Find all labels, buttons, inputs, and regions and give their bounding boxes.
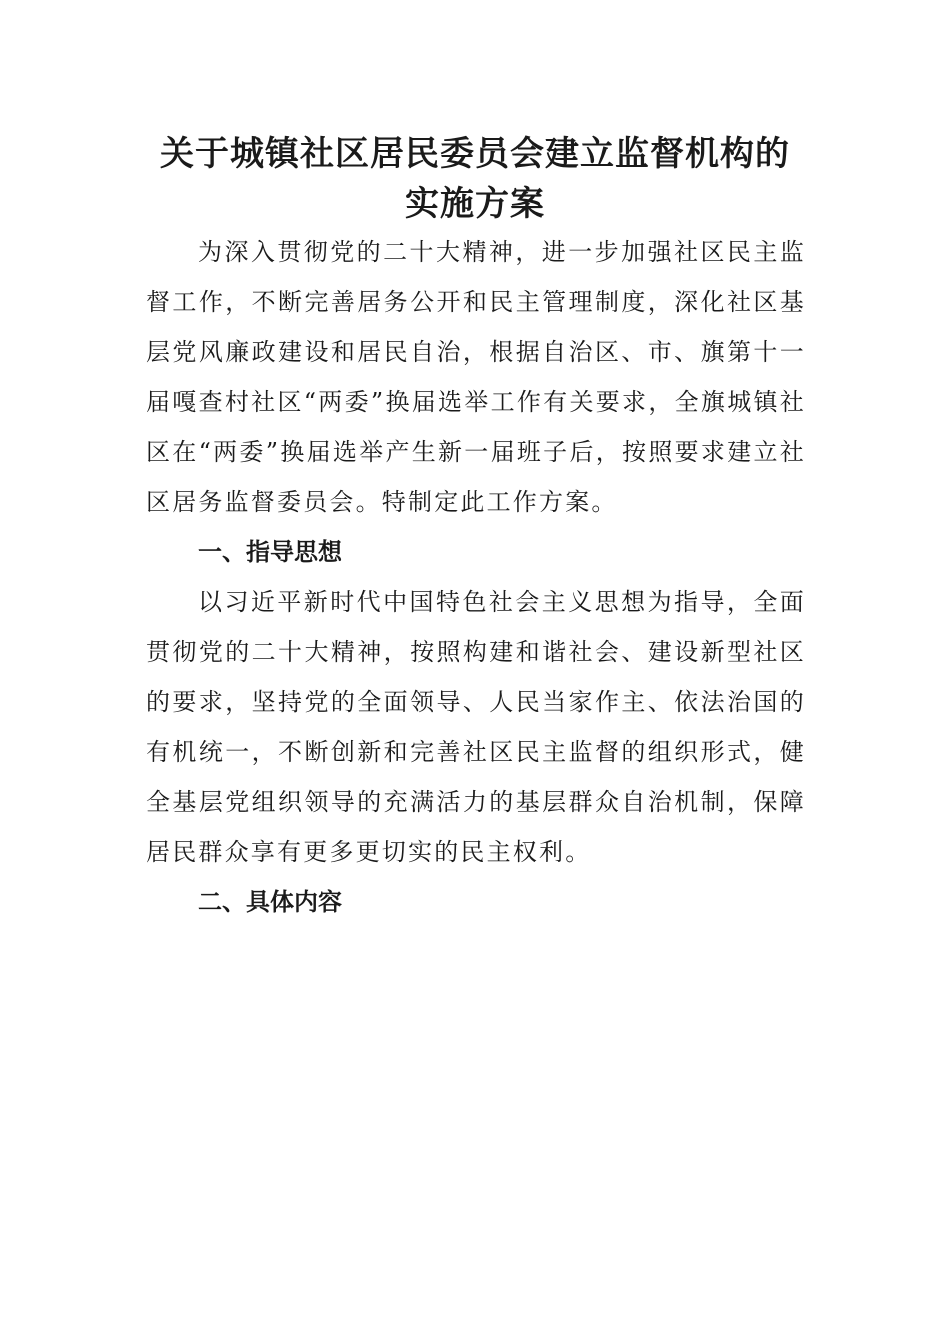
section-heading-specific-content: 二、具体内容 bbox=[198, 888, 342, 916]
document-title-line-2: 实施方案 bbox=[405, 184, 545, 224]
document-title-line-1: 关于城镇社区居民委员会建立监督机构的 bbox=[160, 134, 790, 174]
guiding-ideology-paragraph: 以习近平新时代中国特色社会主义思想为指导，全面贯彻党的二十大精神，按照构建和谐社会、建设新型社区的要求，坚持党的全面领导、人民当家作主、依法治国的有机统一，不断创新和完善社区民主监督的组织形式，健全基层党组织领导的充满活力的基层群众自治机制，保障居民群众享有更多更切实的民主权利。 bbox=[146, 588, 806, 866]
section-heading-guiding-ideology: 一、指导思想 bbox=[198, 538, 342, 566]
intro-paragraph: 为深入贯彻党的二十大精神，进一步加强社区民主监督工作，不断完善居务公开和民主管理制度，深化社区基层党风廉政建设和居民自治，根据自治区、市、旗第十一届嘎查村社区“两委”换届选举工作有关要求，全旗城镇社区在“两委”换届选举产生新一届班子后，按照要求建立社区居务监督委员会。特制定此工作方案。 bbox=[146, 238, 806, 516]
